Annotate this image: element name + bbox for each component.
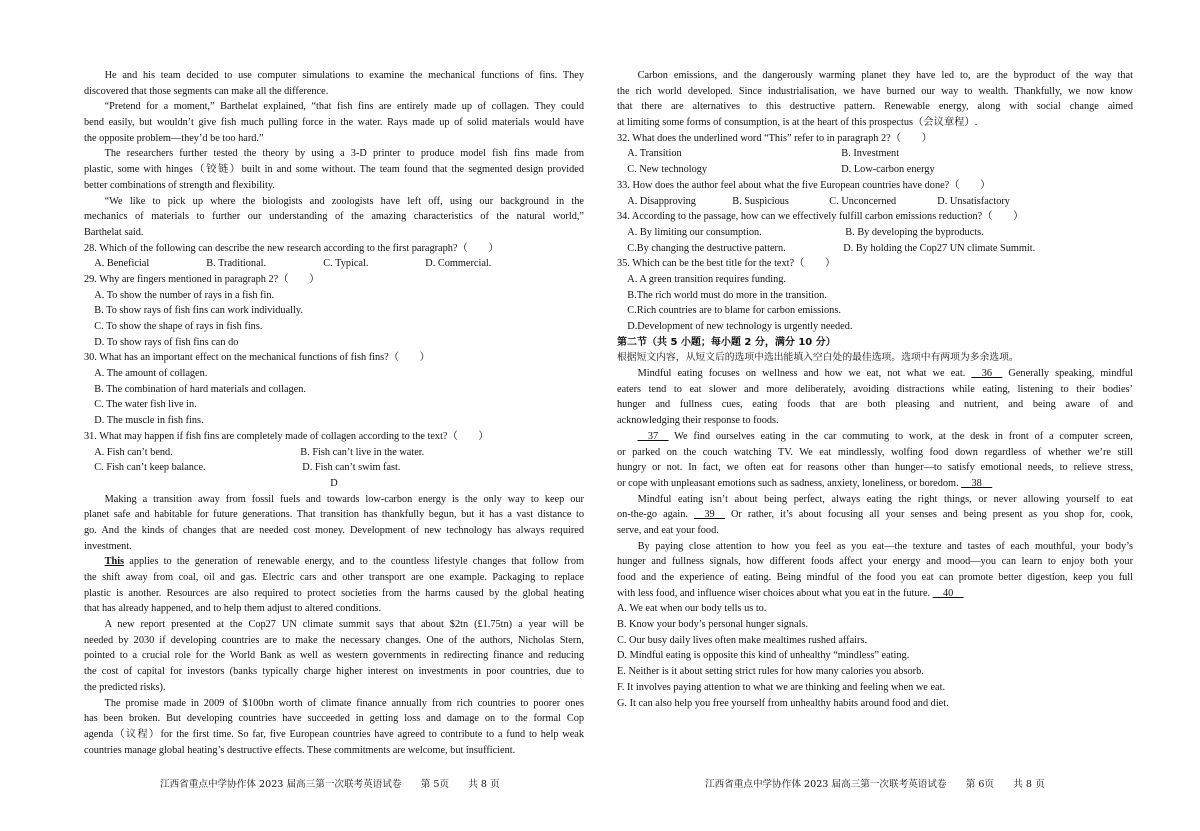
option-b: B.The rich world must do more in the transition. — [627, 289, 827, 301]
question-34-options-row1 — [617, 225, 1133, 241]
option-d: D. Unsatisfactory — [937, 195, 1010, 207]
passage-e-line — [617, 366, 1133, 382]
passage-e-line: Mindful eating isn’t about being perfect, always eating the right things, or never allowing yourself to eat — [637, 493, 1133, 505]
passage-c-line: better combinations of strength and flexibility. — [84, 179, 275, 191]
option-c: C. Typical. — [323, 258, 369, 270]
option-b: B. Know your body’s personal hunger signals. — [617, 619, 809, 631]
question-34-options-row2 — [617, 241, 1133, 257]
option-a: A. To show the number of rays in a fish fin. — [94, 289, 275, 301]
blank-37: __37__ — [637, 430, 669, 442]
passage-d-line: at limiting some forms of consumption, is at the heart of this prospectus（会议章程）. — [617, 117, 978, 129]
passage-d-line: that there are alternatives to this destructive pattern. Renewable energy, along with social change aimed — [617, 101, 1133, 113]
passage-e-text: on-the-go again. — [617, 509, 695, 521]
question-33-options — [617, 194, 1133, 210]
option-b: B. The combination of hard materials and collagen. — [94, 383, 306, 395]
passage-e-line — [617, 507, 1133, 523]
underlined-word-this: This — [104, 556, 125, 568]
option-f: F. It involves paying attention to what we are thinking and feeling when we eat. — [617, 681, 946, 693]
passage-e-line — [617, 476, 1133, 492]
passage-e-line: eaters tend to eat slower and more deliberately, avoiding distractions while eating, listening to their bodies’ — [617, 383, 1133, 395]
passage-c-line: Barthelat said. — [84, 226, 144, 238]
passage-c-line: “Pretend for a moment,” Barthelat explained, “that fish fins are entirely made up of collagen. They could — [104, 101, 584, 113]
passage-e-text: with less food, and influence wiser choices about what you eat in the future. — [617, 587, 933, 599]
option-d: D. Low-carbon energy — [841, 164, 935, 176]
option-c: C.Rich countries are to blame for carbon emissions. — [627, 305, 841, 317]
passage-d-line: needed by 2030 if developing countries are to make the necessary changes. One of the authors, Nicholas Stern, — [84, 634, 584, 646]
passage-c-line: plastic, some with hinges（铰链）built in and some without. The team found that the segmented design provided — [84, 164, 584, 176]
passage-e-line — [617, 429, 1133, 445]
option-a: A. By limiting our consumption. — [627, 226, 762, 238]
passage-d-line: countries manage global heating’s destructive effects. These commitments are welcome, but insufficient. — [84, 744, 516, 756]
passage-e-text: Or rather, it’s about focusing all your senses and being present as you shop for, cook, — [724, 509, 1133, 521]
option-c: C. New technology — [627, 164, 708, 176]
section-2-heading: 第二节（共 5 小题；每小题 2 分，满分 10 分） — [617, 336, 836, 348]
option-b: B. Suspicious — [732, 195, 789, 207]
option-c: C. To show the shape of rays in fish fins. — [94, 321, 263, 332]
passage-e-line: acknowledging their response to foods. — [617, 415, 779, 427]
option-c: C. The water fish live in. — [94, 399, 197, 411]
passage-e-line: hungry or not. In fact, we often eat for reasons other than hunger—to satisfy emotional needs, to relieve stress, — [617, 462, 1133, 474]
passage-d-line — [84, 554, 584, 570]
question-32-options-row2 — [617, 162, 1133, 178]
passage-d-line: planet safe and habitable for future generations. That transition has thankfully begun, but it has a vast distance to — [84, 509, 584, 521]
option-b: B. Fish can’t live in the water. — [300, 446, 425, 458]
passage-d-line: agenda（议程）for the first time. So far, five European countries have agreed to contribute to a fund to help weak — [84, 728, 584, 740]
blank-40: __40__ — [932, 587, 964, 599]
section-d-label: D — [330, 477, 338, 489]
passage-e-line: By paying close attention to how you feel as you eat—the texture and tastes of each mouthful, your body’s — [637, 540, 1133, 552]
question-30-stem: 30. What has an important effect on the mechanical functions of fish fins?（ ） — [84, 352, 430, 364]
option-c: C. Our busy daily lives often make mealtimes rushed affairs. — [617, 634, 868, 646]
passage-c-line: The researchers further tested the theory by using a 3-D printer to produce model fish fins made from — [104, 148, 584, 160]
passage-e-text: or cope with unpleasant emotions such as sadness, anxiety, loneliness, or boredom. — [617, 477, 962, 489]
passage-c-line: mechanics of materials to further our understanding of the amazing characteristics of the natural world,” — [84, 211, 584, 223]
option-d: D. By holding the Cop27 UN climate Summit. — [843, 242, 1036, 254]
question-31-stem: 31. What may happen if fish fins are completely made of collagen according to the text?（ ） — [84, 430, 489, 442]
question-35-stem: 35. Which can be the best title for the text?（ ） — [617, 258, 836, 270]
option-a: A. The amount of collagen. — [94, 368, 208, 380]
option-c: C. Unconcerned — [829, 195, 897, 207]
option-b: B. Traditional. — [206, 258, 267, 270]
passage-d-line: investment. — [84, 540, 132, 552]
passage-c-line: “We like to pick up where the biologists and zoologists have left off, using our background in the — [104, 195, 584, 207]
question-31-options-row1 — [84, 445, 584, 461]
option-a: A. Disapproving — [627, 195, 696, 207]
question-28-options — [84, 256, 584, 272]
passage-c-line: the opposite problem—they’d be too hard.” — [84, 132, 264, 144]
question-29-stem: 29. Why are fingers mentioned in paragraph 2?（ ） — [84, 273, 320, 285]
section-2-instructions: 根据短文内容，从短文后的选项中选出能填入空白处的最佳选项。选项中有两项为多余选项。 — [617, 352, 1019, 364]
passage-d-line: Making a transition away from fossil fuels and towards low-carbon energy is the only way to keep our — [104, 493, 584, 505]
option-a: A. Transition — [627, 148, 682, 160]
blank-36: __36__ — [971, 368, 1003, 380]
passage-c-line: He and his team decided to use computer simulations to examine the mechanical functions of fins. They — [104, 70, 584, 81]
page-footer-right: 江西省重点中学协作体 2023 届高三第一次联考英语试卷 第 6页 共 8 页 — [705, 779, 1045, 790]
passage-e-line: or parked on the couch watching TV. We eat mindlessly, wolfing food down regardless of whether we’re still — [617, 446, 1133, 458]
passage-d-line: has been broken. But developing countries have succeeded in getting loss and damage on to the formal Cop — [84, 713, 584, 725]
blank-38: __38__ — [961, 477, 993, 489]
passage-c-line: bend easily, but wouldn’t give fish much pulling force in the water. Rays made up of solid materials would have — [84, 117, 584, 129]
option-a: A. We eat when our body tells us to. — [617, 603, 767, 615]
option-b: B. To show rays of fish fins can work individually. — [94, 305, 303, 317]
option-d: D. Fish can’t swim fast. — [302, 462, 401, 474]
question-34-stem: 34. According to the passage, how can we effectively fulfill carbon emissions reduction?（ ） — [617, 211, 1024, 223]
option-g: G. It can also help you free yourself from unhealthy habits around food and diet. — [617, 697, 949, 709]
passage-d-line: Carbon emissions, and the dangerously warming planet they have led to, are the byproduct of the way that — [637, 70, 1133, 81]
question-31-options-row2 — [84, 460, 584, 476]
option-c: C.By changing the destructive pattern. — [627, 242, 786, 254]
option-d: D. Commercial. — [425, 258, 492, 270]
passage-e-line: food and the experience of eating. Being mindful of the food you eat can promote better digestion, keep you full — [617, 572, 1133, 583]
page-footer-left: 江西省重点中学协作体 2023 届高三第一次联考英语试卷 第 5页 共 8 页 — [160, 779, 500, 790]
blank-39: __39__ — [694, 509, 725, 521]
option-d: D. Mindful eating is opposite this kind of unhealthy “mindless” eating. — [617, 650, 910, 662]
option-b: B. By developing the byproducts. — [845, 226, 984, 238]
option-e: E. Neither is it about setting strict rules for how many calories you absorb. — [617, 666, 924, 678]
option-b: B. Investment — [841, 148, 900, 160]
option-c: C. Fish can’t keep balance. — [94, 462, 206, 474]
option-a: A. A green transition requires funding. — [627, 273, 787, 285]
passage-d-line: the shift away from coal, oil and gas. Electric cars and other transport are one example. Packaging to replace — [84, 572, 584, 583]
question-32-options-row1 — [617, 146, 1133, 162]
passage-e-line: serve, and eat your food. — [617, 524, 719, 536]
option-a: A. Beneficial — [94, 258, 150, 270]
passage-e-line: hunger and fullness cues, eating foods that are both pleasing and nutrient, and being aware of and — [617, 399, 1133, 411]
passage-d-text: applies to the generation of renewable energy, and to the countless lifestyle changes that follow from — [124, 556, 584, 568]
question-28-stem: 28. Which of the following can describe the new research according to the first paragraph?（ ） — [84, 242, 499, 254]
passage-e-text: We find ourselves eating in the car commuting to work, at the desk in front of a computer screen, — [668, 430, 1133, 442]
passage-d-line: A new report presented at the Cop27 UN climate summit says that about $2tn (£1.75tn) a year will be — [104, 619, 584, 631]
question-32-stem: 32. What does the underlined word “This” refer to in paragraph 2?（ ） — [617, 132, 932, 144]
passage-e-line: hunger and fullness signals, how different foods affect your energy and mood—you can learn to enjoy both your — [617, 556, 1133, 568]
passage-e-text: Generally speaking, mindful — [1002, 368, 1133, 380]
passage-c-line: discovered that those segments can make all the difference. — [84, 85, 329, 97]
question-33-stem: 33. How does the author feel about what the five European countries have done?（ ） — [617, 179, 991, 191]
passage-d-line: the cost of capital for investors (banks typically charge higher interest on investments in poor countries, due to — [84, 666, 584, 678]
passage-d-line: The promise made in 2009 of $100bn worth of climate finance annually from rich countries to poorer ones — [104, 697, 584, 709]
passage-d-line: the rich world developed. Since industrialisation, we have burned our way to wealth. Thankfully, we now know — [617, 85, 1133, 97]
passage-e-line — [617, 586, 1133, 602]
passage-d-line: that has already happened, and to help them adjust to altered conditions. — [84, 603, 382, 615]
passage-d-line: the predicted risks). — [84, 681, 166, 693]
passage-e-text: Mindful eating focuses on wellness and how we eat, not what we eat. — [637, 368, 972, 380]
passage-d-line: pointed to a crucial role for the World Bank as well as western governments in redirecting finance and reducing — [84, 650, 584, 662]
option-d: D. The muscle in fish fins. — [94, 415, 204, 427]
passage-d-line: plastic is another. Resources are also required to protect societies from the harms caused by the global heating — [84, 587, 584, 599]
option-d: D.Development of new technology is urgently needed. — [627, 321, 853, 332]
right-column — [617, 68, 1133, 711]
option-d: D. To show rays of fish fins can do — [94, 336, 239, 348]
left-column — [84, 68, 584, 758]
option-a: A. Fish can’t bend. — [94, 446, 173, 458]
passage-d-line: go. And the kinds of changes that are needed cost money. Development of new technology has always required — [84, 524, 584, 536]
